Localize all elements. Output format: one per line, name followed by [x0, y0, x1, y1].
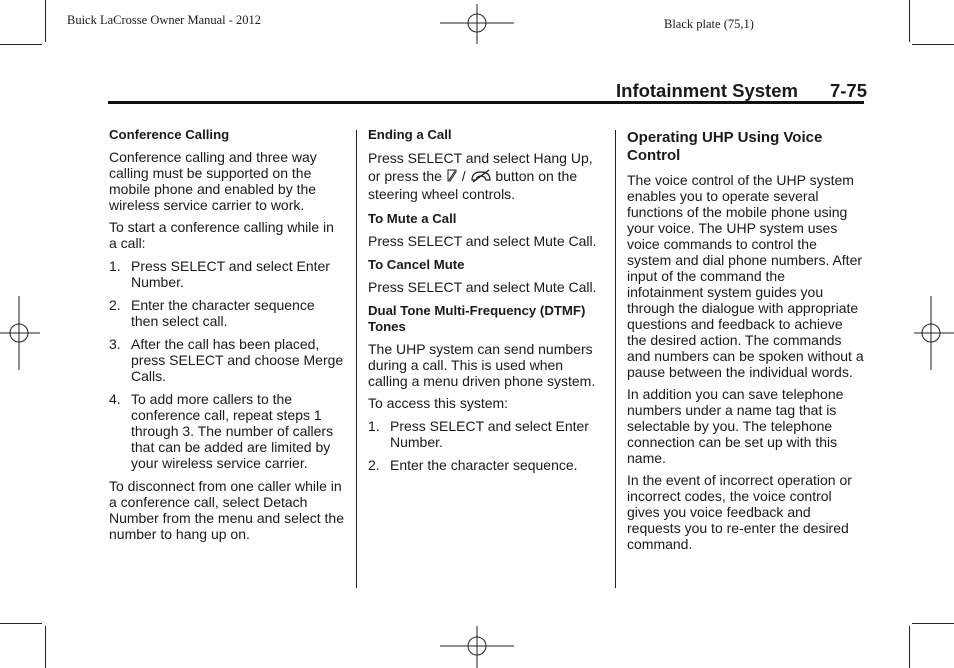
paragraph: Press SELECT and select Mute Call.	[368, 233, 597, 249]
list-number: 4.	[109, 391, 121, 407]
list-text: Press SELECT and select Enter Number.	[131, 258, 330, 290]
paragraph: The voice control of the UHP system enables you to operate several functions of the mobile phone using your voice. The UHP system uses voice commands to control the system and dial phone numbers. After input of the command the infotainment system guides you through the dialogue with appropriate questions and feedback to achieve the desired action. The commands and numbers can be spoken without a pause between the individual words.	[627, 172, 864, 380]
heading-ending-a-call: Ending a Call	[368, 127, 452, 142]
list-item	[109, 297, 345, 329]
registration-mark-icon	[0, 296, 40, 370]
list-number: 2.	[368, 457, 380, 473]
crop-mark	[912, 623, 954, 624]
paragraph: To start a conference calling while in a call:	[109, 219, 334, 251]
paragraph: In the event of incorrect operation or incorrect codes, the voice control gives you voice feedback and requests you to re-enter the desired command.	[627, 472, 852, 552]
section-title	[616, 80, 867, 102]
crop-mark	[45, 626, 46, 668]
heading-dtmf-tones: Dual Tone Multi-Frequency (DTMF) Tones	[368, 303, 586, 334]
paragraph-ending	[368, 149, 606, 203]
ending-text-a: Press SELECT and select Hang Up, or press the	[368, 150, 593, 184]
paragraph: Press SELECT and select Mute Call.	[368, 279, 597, 295]
column-1	[109, 127, 345, 548]
page-number: 7-75	[829, 80, 867, 101]
manual-title: Buick LaCrosse Owner Manual - 2012	[67, 13, 262, 27]
phone-end-icon	[446, 169, 458, 183]
plate-label: Black plate (75,1)	[664, 17, 754, 31]
registration-mark-icon	[440, 626, 514, 668]
heading-operating-uhp-voice-control: Operating UHP Using Voice Control	[627, 129, 823, 164]
list-item	[109, 336, 345, 384]
header-rule	[108, 101, 864, 104]
crop-mark	[909, 0, 910, 42]
registration-mark-icon	[440, 4, 514, 44]
section-name: Infotainment System	[616, 80, 798, 101]
registration-mark-icon	[914, 296, 954, 370]
list-number: 1.	[109, 258, 121, 274]
paragraph: The UHP system can send numbers during a call. This is used when calling a menu driven phone system.	[368, 341, 596, 389]
heading-conference-calling: Conference Calling	[109, 127, 230, 142]
column-divider	[615, 130, 616, 588]
column-2	[368, 127, 606, 480]
heading-to-cancel-mute: To Cancel Mute	[368, 257, 465, 272]
paragraph: To access this system:	[368, 395, 509, 411]
paragraph: Conference calling and three way calling must be supported on the mobile phone and enabled by the wireless service carrier to work.	[109, 149, 317, 213]
list-text: Enter the character sequence.	[390, 457, 578, 473]
list-number: 2.	[109, 297, 121, 313]
list-item	[368, 418, 606, 450]
ending-text-b: button on the steering wheel controls.	[368, 168, 578, 202]
crop-mark	[0, 44, 42, 45]
crop-mark	[912, 44, 954, 45]
paragraph: To disconnect from one caller while in a conference call, select Detach Number from the menu and select the number to hang up on.	[109, 478, 345, 542]
crop-mark	[45, 0, 46, 42]
list-text: Enter the character sequence then select call.	[131, 297, 315, 329]
list-item	[109, 391, 345, 471]
list-text: After the call has been placed, press SELECT and choose Merge Calls.	[131, 336, 344, 384]
crop-mark	[909, 626, 910, 668]
ending-separator: /	[461, 168, 466, 184]
crop-mark	[0, 623, 42, 624]
list-number: 1.	[368, 418, 380, 434]
paragraph: In addition you can save telephone numbers under a name tag that is selectable by you. The telephone connection can be set up with this name.	[627, 386, 844, 466]
list-text: To add more callers to the conference call, repeat steps 1 through 3. The number of callers that can be added are limited by your wireless service carrier.	[131, 391, 334, 471]
heading-to-mute-a-call: To Mute a Call	[368, 211, 457, 226]
column-3	[627, 129, 865, 558]
list-item	[109, 258, 345, 290]
column-divider	[356, 130, 357, 588]
phone-hook-icon	[470, 169, 492, 183]
list-item	[368, 457, 606, 473]
list-text: Press SELECT and select Enter Number.	[390, 418, 589, 450]
list-number: 3.	[109, 336, 121, 352]
